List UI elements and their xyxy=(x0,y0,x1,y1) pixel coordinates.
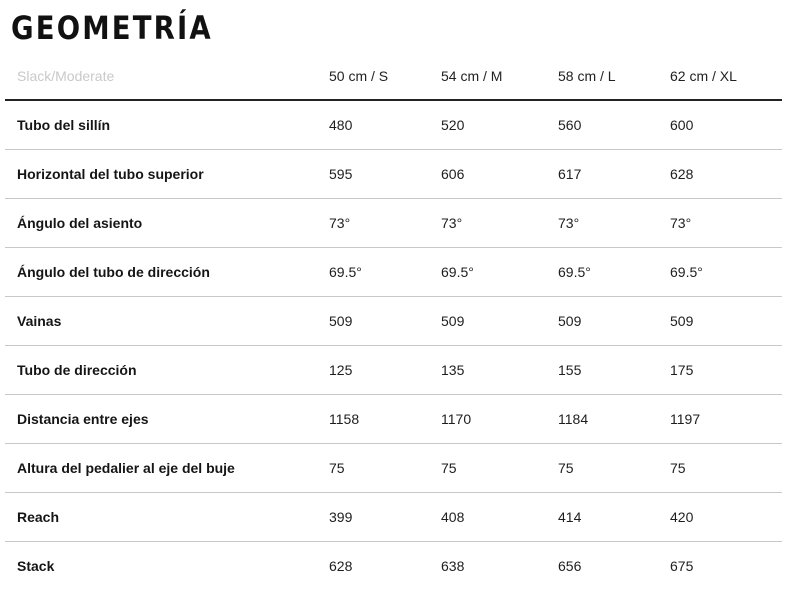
table-row xyxy=(5,198,782,247)
cell-value: 617 xyxy=(546,149,658,198)
cell-value: 1197 xyxy=(658,394,782,443)
cell-value: 69.5° xyxy=(317,247,429,296)
cell-value: 509 xyxy=(429,296,546,345)
cell-value: 125 xyxy=(317,345,429,394)
cell-value: 675 xyxy=(670,557,694,574)
cell-value: 656 xyxy=(558,557,582,574)
cell-value: 73° xyxy=(317,198,429,247)
cell-value: 628 xyxy=(329,557,353,574)
cell-value: 414 xyxy=(546,492,658,541)
table-row xyxy=(5,296,782,345)
cell-value: 606 xyxy=(429,149,546,198)
cell-value: 135 xyxy=(429,345,546,394)
size-header-l: 58 cm / L xyxy=(546,53,658,100)
table-header-row xyxy=(5,53,782,100)
cell-value: 595 xyxy=(317,149,429,198)
cell-value: 69.5° xyxy=(429,247,546,296)
table-row xyxy=(5,345,782,394)
table-row xyxy=(5,394,782,443)
row-label: Reach xyxy=(5,492,317,541)
cell-value: 175 xyxy=(658,345,782,394)
row-label: Stack xyxy=(17,557,55,574)
cell-value: 520 xyxy=(429,100,546,149)
cell-value: 399 xyxy=(317,492,429,541)
size-header-xl: 62 cm / XL xyxy=(658,53,782,100)
cell-value: 628 xyxy=(658,149,782,198)
cell-value: 1170 xyxy=(429,394,546,443)
cell-value: 509 xyxy=(317,296,429,345)
cell-value: 1158 xyxy=(317,394,429,443)
table-row xyxy=(5,492,782,541)
cell-value: 155 xyxy=(546,345,658,394)
row-label: Tubo de dirección xyxy=(5,345,317,394)
geometry-table xyxy=(5,53,782,590)
table-row xyxy=(5,247,782,296)
cell-value: 600 xyxy=(658,100,782,149)
cell-value: 75 xyxy=(317,443,429,492)
geometry-preset-label: Slack/Moderate xyxy=(5,53,317,100)
table-row xyxy=(5,149,782,198)
row-label: Ángulo del tubo de dirección xyxy=(5,247,317,296)
row-label: Distancia entre ejes xyxy=(5,394,317,443)
table-row xyxy=(5,541,782,590)
row-label: Vainas xyxy=(5,296,317,345)
cell-value: 638 xyxy=(441,557,465,574)
cell-value: 75 xyxy=(546,443,658,492)
size-header-m: 54 cm / M xyxy=(429,53,546,100)
cell-value: 1184 xyxy=(546,394,658,443)
cell-value: 73° xyxy=(658,198,782,247)
cell-value: 420 xyxy=(658,492,782,541)
size-header-s: 50 cm / S xyxy=(317,53,429,100)
row-label: Tubo del sillín xyxy=(5,100,317,149)
cell-value: 408 xyxy=(429,492,546,541)
table-row xyxy=(5,443,782,492)
cell-value: 69.5° xyxy=(658,247,782,296)
cell-value: 560 xyxy=(546,100,658,149)
row-label: Horizontal del tubo superior xyxy=(5,149,317,198)
page-title: GEOMETRÍA xyxy=(11,9,213,47)
cell-value: 509 xyxy=(546,296,658,345)
cell-value: 73° xyxy=(546,198,658,247)
cell-value: 73° xyxy=(429,198,546,247)
cell-value: 69.5° xyxy=(546,247,658,296)
cell-value: 480 xyxy=(317,100,429,149)
cell-value: 509 xyxy=(658,296,782,345)
row-label: Altura del pedalier al eje del buje xyxy=(5,443,317,492)
cell-value: 75 xyxy=(429,443,546,492)
row-label: Ángulo del asiento xyxy=(5,198,317,247)
table-row xyxy=(5,100,782,149)
cell-value: 75 xyxy=(658,443,782,492)
